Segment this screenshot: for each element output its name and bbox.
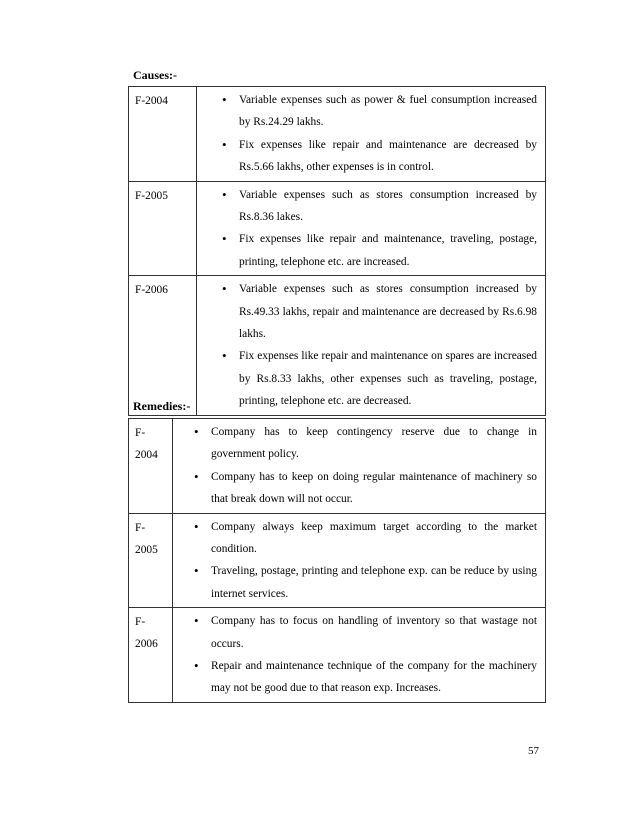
list-item: • Company has to focus on handling of inventory so that wastage not occurs. [173,610,537,655]
list-item: • Company always keep maximum target according to the market condition. [173,516,537,561]
details-cell [197,87,546,182]
table-row [129,276,546,415]
list-item: • Company has to keep on doing regular maintenance of machinery so that break down will not occur. [173,466,537,511]
year-label: F-2004 [135,95,168,107]
list-item: • Traveling, postage, printing and telephone exp. can be reduce by using internet services. [173,560,537,605]
year-prefix: F- [135,427,146,439]
table-row [129,419,546,514]
year-prefix: F- [135,616,146,629]
page-number: 57 [528,745,539,757]
year-number: 2004 [135,449,158,461]
table-row [129,513,546,608]
details-cell [173,608,546,703]
year-prefix: F- [135,521,146,534]
causes-heading: Causes:- [133,68,177,82]
details-cell [197,181,546,276]
list-item: • Variable expenses such as stores consumption increased by Rs.8.36 lakes. [197,184,537,229]
year-label: F-2005 [135,189,168,202]
year-cell [129,87,197,182]
details-cell [197,276,546,415]
list-item: • Company has to keep contingency reserve due to change in government policy. [173,421,537,466]
list-item: • Variable expenses such as stores consumption increased by Rs.49.33 lakhs, repair and maintenance are decreased by Rs.6.98 lakhs. [197,278,537,345]
table-row [129,87,546,182]
year-number: 2006 [135,638,158,651]
details-cell [173,419,546,514]
remedies-table [128,418,546,703]
details-cell [173,513,546,608]
causes-table [128,86,546,416]
year-cell [129,513,173,608]
table-row [129,181,546,276]
year-cell [129,181,197,276]
table-row [129,608,546,703]
list-item: • Variable expenses such as power & fuel consumption increased by Rs.24.29 lakhs. [197,89,537,134]
year-number: 2005 [135,543,158,556]
list-item: • Fix expenses like repair and maintenance are decreased by Rs.5.66 lakhs, other expenses is in control. [197,134,537,179]
list-item: • Fix expenses like repair and maintenance, traveling, postage, printing, telephone etc. are increased. [197,228,537,273]
year-label: F-2006 [135,284,168,297]
year-cell [129,608,173,703]
list-item: • Repair and maintenance technique of the company for the machinery may not be good due to that reason exp. Increases. [173,655,537,700]
list-item: • Fix expenses like repair and maintenance on spares are increased by Rs.8.33 lakhs, other expenses such as traveling, postage, printing, telephone etc. are decreased. [197,345,537,412]
remedies-heading: Remedies:- [133,399,191,413]
year-cell [129,276,197,415]
year-cell [129,419,173,514]
